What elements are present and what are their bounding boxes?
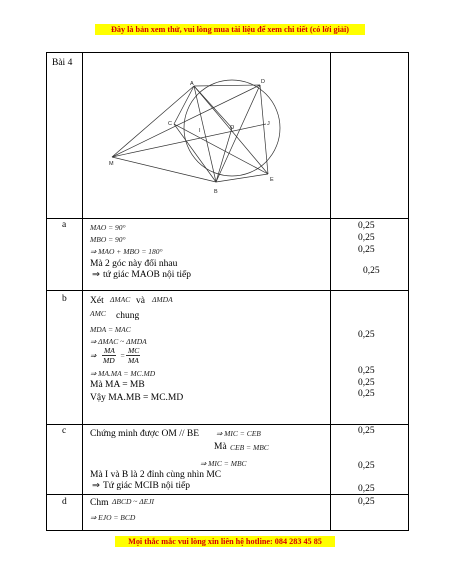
angle-eq: ⇒ EJO = BCD [90, 513, 136, 522]
part-label-b: b [62, 294, 67, 304]
line-mj [112, 124, 266, 157]
part-label-d: d [62, 497, 67, 507]
triangle-mac: ΔMAC [110, 295, 131, 304]
angle-mbo: MBO = 90° [90, 235, 126, 244]
angle-eq: CEB = MBC [230, 443, 269, 452]
text-line: Mà 2 góc này đối nhau [90, 259, 178, 269]
angle-sum: ⇒ MAO + MBO = 180° [90, 247, 163, 256]
text-line: Chm [90, 498, 109, 508]
hotline-banner: Mọi thắc mắc vui lòng xin liên hệ hotline: 084 283 45 85 [115, 536, 335, 547]
angle-mao: MAO = 90° [90, 223, 126, 232]
row-divider [46, 290, 409, 291]
text-line: chung [116, 311, 140, 321]
angle-eq: ⇒ MIC = MBC [200, 459, 247, 468]
angle-eq: ⇒ MIC = CEB [216, 429, 261, 438]
angle-amc: AMC [90, 309, 106, 318]
implies-arrow: ⇒ [92, 270, 100, 280]
row-divider [46, 218, 409, 219]
row-divider [46, 494, 409, 495]
fraction-numerator: MC [128, 346, 140, 355]
score: 0,25 [358, 389, 375, 399]
fraction-denominator: MD [103, 356, 115, 365]
score: 0,25 [358, 426, 375, 436]
point-label-c: C [168, 121, 172, 127]
score: 0,25 [358, 497, 375, 507]
text-line: Chứng minh được OM // BE [90, 429, 200, 439]
product-equation: ⇒ MA.MA = MC.MD [90, 369, 156, 378]
score: 0,25 [358, 245, 375, 255]
point-label-e: E [270, 177, 274, 183]
secant-md [112, 85, 260, 157]
score: 0,25 [358, 233, 375, 243]
table-border-right [408, 52, 409, 531]
geometry-figure [82, 52, 330, 218]
part-label-a: a [62, 220, 67, 230]
point-label-j: J [267, 121, 270, 127]
similar-triangles: ⇒ ΔMAC ~ ΔMDA [90, 337, 147, 346]
score: 0,25 [358, 484, 375, 494]
score: 0,25 [358, 461, 375, 471]
implies-arrow: ⇒ [90, 351, 97, 360]
text-line: Vậy MA.MB = MC.MD [90, 393, 184, 403]
part-label-c: c [62, 426, 67, 436]
text-line: Mà I và B là 2 đỉnh cùng nhìn MC [90, 470, 222, 480]
angle-eq: MDA = MAC [90, 325, 131, 334]
tangent-ma [112, 86, 194, 157]
score: 0,25 [358, 330, 375, 340]
text-line: Mà [214, 442, 227, 452]
fraction-denominator: MA [128, 356, 139, 365]
score: 0,25 [363, 266, 380, 276]
text-line: Tứ giác MCIB nội tiếp [103, 481, 190, 491]
text-line: Xét [90, 296, 104, 306]
point-label-o: O [230, 125, 235, 131]
text-line: tứ giác MAOB nội tiếp [103, 270, 192, 280]
table-border-left [46, 52, 47, 531]
point-label-a: A [190, 81, 194, 87]
score: 0,25 [358, 378, 375, 388]
implies-arrow: ⇒ [92, 481, 100, 491]
column-divider [330, 52, 331, 531]
text-line: Mà MA = MB [90, 380, 145, 390]
equals-sign: = [120, 351, 126, 360]
score: 0,25 [358, 366, 375, 376]
problem-title: Bài 4 [52, 58, 73, 68]
score: 0,25 [358, 221, 375, 231]
row-divider [46, 424, 409, 425]
point-label-d: D [261, 79, 265, 85]
point-label-i: I [199, 128, 201, 134]
text-line: và [136, 296, 145, 306]
triangle-mda: ΔMDA [152, 295, 173, 304]
table-border-bottom [46, 530, 409, 531]
preview-notice-banner: Đây là bản xem thử, vui lòng mua tài liệu để xem chi tiết (có lời giải) [95, 24, 365, 35]
point-label-m: M [109, 161, 114, 167]
fraction-numerator: MA [104, 346, 115, 355]
similar-triangles: ΔBCD ~ ΔEJI [112, 497, 155, 506]
point-label-b: B [214, 189, 218, 195]
